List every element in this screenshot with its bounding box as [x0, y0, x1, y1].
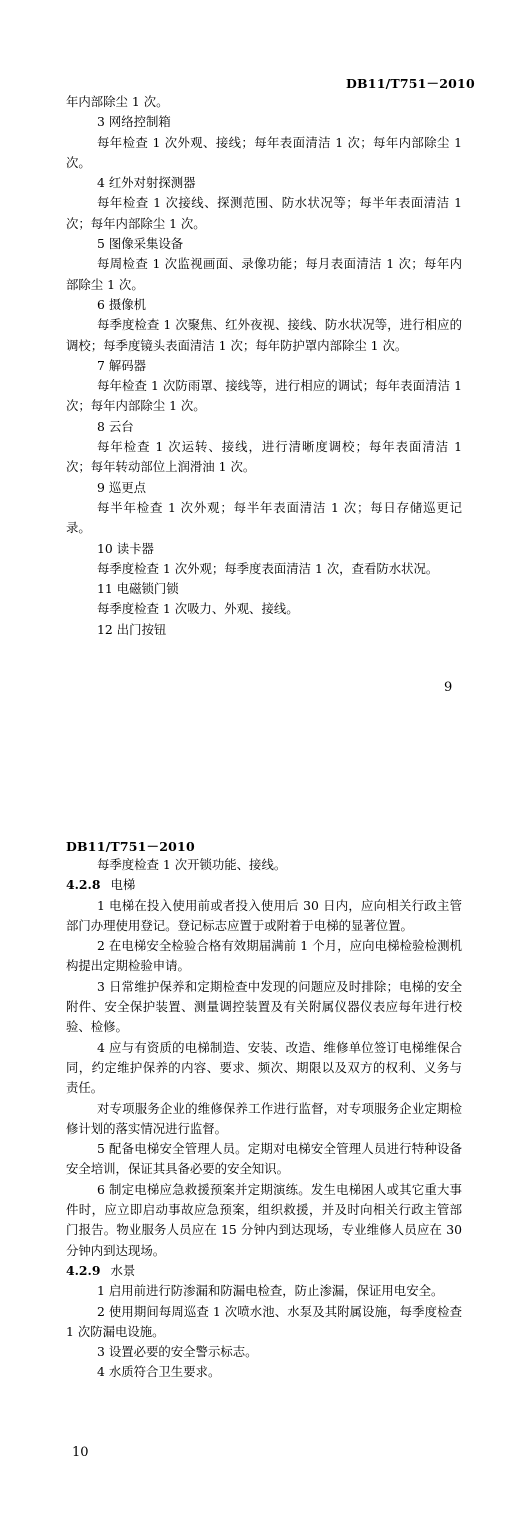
paragraph: 每年检查 1 次运转、接线，进行清晰度调校；每年表面清洁 1 次；每年转动部位上润滑油 1 次。 — [66, 439, 462, 475]
paragraph: 4 水质符合卫生要求。 — [97, 1364, 221, 1380]
item-heading: 11 电磁锁门锁 — [97, 581, 179, 597]
item-heading: 7 解码器 — [97, 357, 146, 373]
page-10-body — [66, 855, 462, 1383]
section-title: 水景 — [110, 1262, 136, 1278]
page-10 — [0, 767, 530, 1534]
item-heading: 3 网络控制箱 — [97, 114, 171, 130]
paragraph: 每季度检查 1 次外观；每季度表面清洁 1 次，查看防水状况。 — [97, 560, 439, 576]
item-heading: 4 红外对射探测器 — [97, 175, 196, 191]
item-heading: 5 图像采集设备 — [97, 236, 184, 252]
paragraph: 每半年检查 1 次外观；每半年表面清洁 1 次；每日存储巡更记录。 — [66, 499, 462, 536]
paragraph: 每季度检查 1 次开锁功能、接线。 — [97, 857, 287, 872]
paragraph: 1 电梯在投入使用前或者投入使用后 30 日内，应向相关行政主管部门办理使用登记。登记标志应置于或附着于电梯的显著位置。 — [66, 897, 462, 933]
paragraph: 年内部除尘 1 次。 — [66, 94, 169, 109]
item-heading: 10 读卡器 — [97, 540, 154, 556]
paragraph: 每季度检查 1 次聚焦、红外夜视、接线、防水状况等，进行相应的调校；每季度镜头表面清洁 1 次；每年防护罩内部除尘 1 次。 — [66, 317, 462, 353]
paragraph: 6 制定电梯应急救援预案并定期演练。发生电梯困人或其它重大事件时，应立即启动事故应急预案，组织救援，并及时向相关行政主管部门报告。物业服务人员应在 15 分钟内到达现场，专业维修人员应在 30 分钟内到达现场。 — [66, 1181, 462, 1258]
page-9-body — [66, 92, 462, 640]
paragraph: 每周检查 1 次监视画面、录像功能；每月表面清洁 1 次；每年内部除尘 1 次。 — [66, 256, 462, 292]
section-number: 4.2.8 — [66, 877, 101, 893]
item-heading: 9 巡更点 — [97, 479, 146, 495]
paragraph: 对专项服务企业的维修保养工作进行监督，对专项服务企业定期检修计划的落实情况进行监督。 — [66, 1100, 462, 1136]
item-heading: 6 摄像机 — [97, 296, 146, 312]
section-number: 4.2.9 — [66, 1262, 101, 1278]
paragraph: 每年检查 1 次接线、探测范围、防水状况等；每半年表面清洁 1 次；每年内部除尘 1 次。 — [66, 195, 462, 231]
section-heading — [66, 1261, 462, 1281]
paragraph: 3 日常维护保养和定期检查中发现的问题应及时排除；电梯的安全附件、安全保护装置、测量调控装置及有关附属仪器仪表应每年进行校验、检修。 — [66, 978, 462, 1035]
page-number: 10 — [72, 1445, 89, 1460]
paragraph: 每年检查 1 次外观、接线；每年表面清洁 1 次；每年内部除尘 1 次。 — [66, 134, 462, 170]
page-number: 9 — [444, 680, 453, 695]
paragraph: 2 在电梯安全检验合格有效期届满前 1 个月，应向电梯检验检测机构提出定期检验申请。 — [66, 938, 462, 974]
paragraph: 每年检查 1 次防雨罩、接线等，进行相应的调试；每年表面清洁 1 次；每年内部除尘 1 次。 — [66, 378, 462, 414]
item-heading: 12 出门按钮 — [97, 621, 167, 637]
section-heading — [66, 875, 462, 895]
paragraph: 2 使用期间每周巡查 1 次喷水池、水泵及其附属设施，每季度检查 1 次防漏电设施。 — [66, 1303, 462, 1339]
section-title: 电梯 — [110, 877, 136, 893]
paragraph: 4 应与有资质的电梯制造、安装、改造、维修单位签订电梯维保合同，约定维护保养的内容、要求、频次、期限以及双方的权利、义务与责任。 — [66, 1039, 462, 1096]
paragraph: 1 启用前进行防渗漏和防漏电检查，防止渗漏，保证用电安全。 — [97, 1283, 444, 1299]
standard-code-header: DB11/T751－2010 — [346, 76, 475, 91]
paragraph: 3 设置必要的安全警示标志。 — [97, 1344, 258, 1360]
standard-code-header: DB11/T751－2010 — [66, 839, 195, 854]
item-heading: 8 云台 — [97, 418, 134, 434]
paragraph: 5 配备电梯安全管理人员。定期对电梯安全管理人员进行特种设备安全培训，保证其具备必要的安全知识。 — [66, 1141, 462, 1177]
paragraph: 每季度检查 1 次吸力、外观、接线。 — [97, 601, 299, 617]
